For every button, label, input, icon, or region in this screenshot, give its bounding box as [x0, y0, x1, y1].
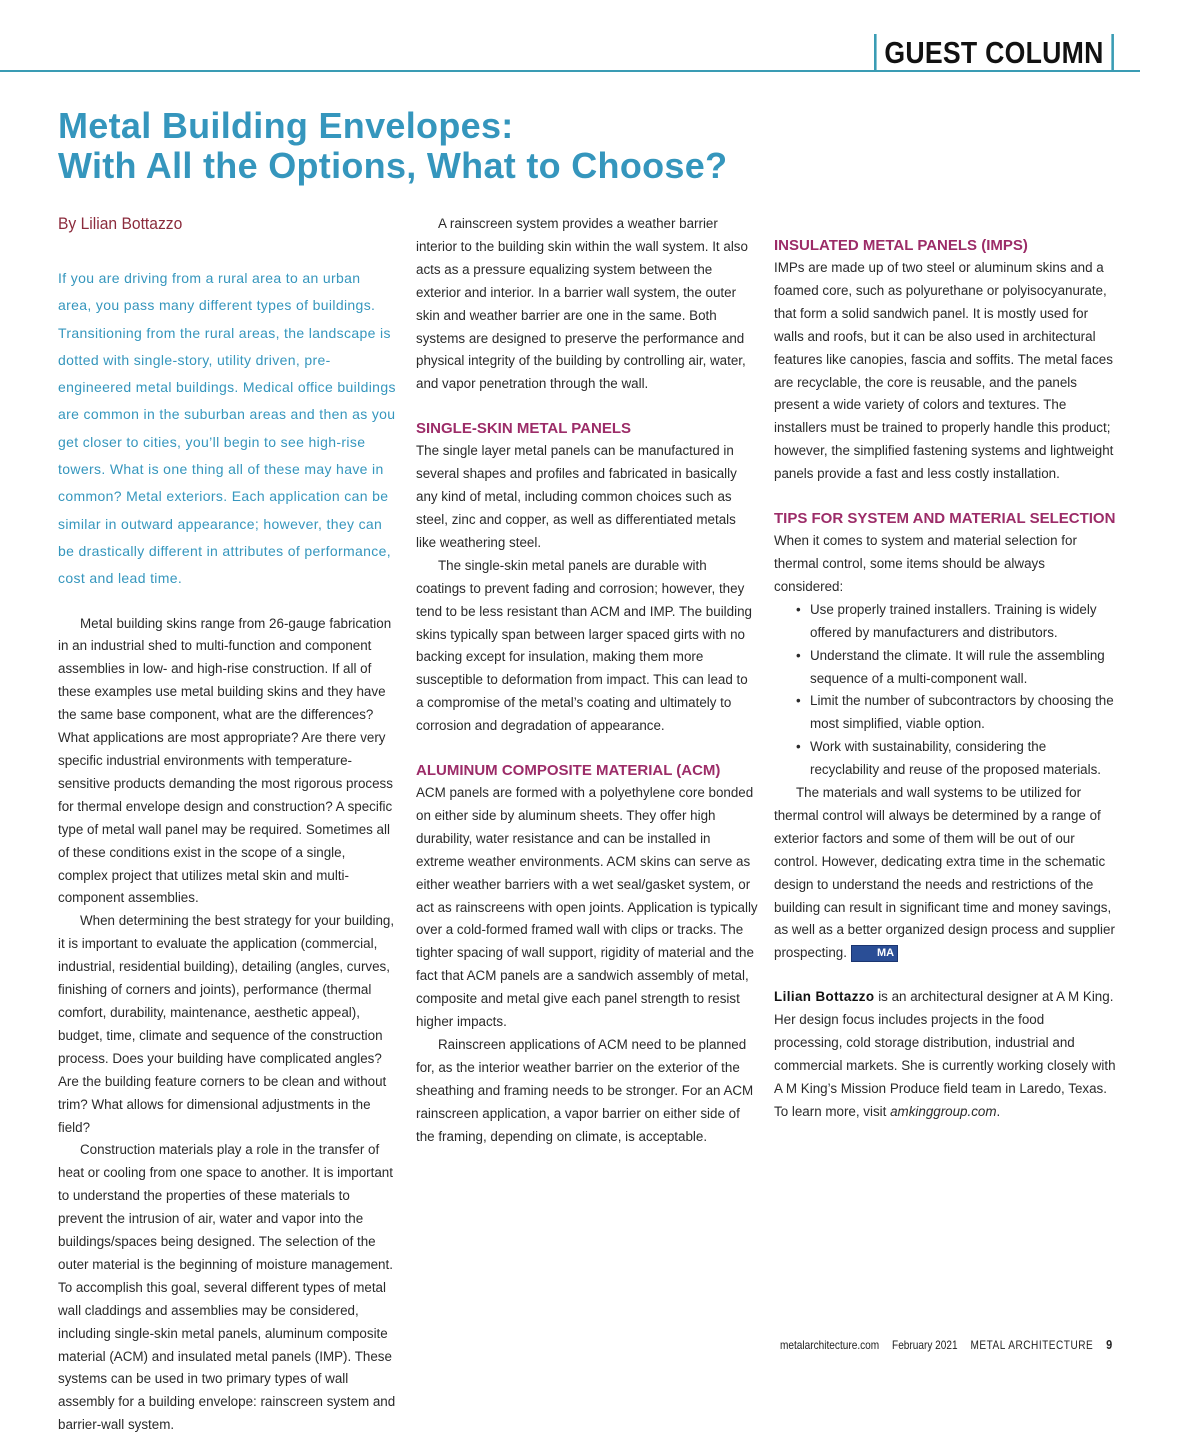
bio-name: Lilian Bottazzo [774, 989, 875, 1005]
footer-site: metalarchitecture.com [780, 1338, 880, 1352]
column-2 [416, 213, 758, 1149]
body-paragraph-4: A rainscreen system provides a weather barrier interior to the building skin within the wall system. It also acts as a pressure equalizing system between the exterior and interior. In a barrier wall system, the outer skin and weather barrier are one in the same. Both systems are designed to preserve the performance and physical integrity of the building by controlling air, water, and vapor penetration through the wall. [416, 216, 748, 392]
heading-acm: ALUMINUM COMPOSITE MATERIAL (ACM) [416, 762, 721, 780]
lead-paragraph: If you are driving from a rural area to an urban area, you pass many different types of buildings. Transitioning from the rural areas, the landscape is dotted with single-story, utility driven, pre-engineered metal buildings. Medical office buildings are common in the suburban areas and then as you get closer to cities, you’ll begin to see high-rise towers. What is one thing all of these may have in common? Metal exteriors. Each application can be similar in outward appearance; however, they can be drastically different in attributes of performance, cost and lead time. [58, 270, 396, 587]
bio-text: is an architectural designer at A M King. Her design focus includes projects in the food processing, cold storage distribution, industrial and commercial markets. She is currently working closely with A M King’s Mission Produce field team in Laredo, Texas. To learn more, visit [774, 989, 1116, 1119]
body-paragraph-6: The single-skin metal panels are durable with coatings to prevent fading and corrosion; however, they tend to be less resistant than ACM and IMP. The building skins typically span between larger spaced girts with no backing except for insulation, making them more susceptible to deformation from impact. This can lead to a compromise of the metal’s coating and ultimately to corrosion and degradation of appearance. [416, 557, 752, 734]
column-3 [774, 213, 1116, 1124]
bio-end: . [996, 1103, 1001, 1119]
tip-item: • Understand the climate. It will rule the assembling sequence of a multi-component wall. [810, 645, 1116, 691]
tip-item: • Limit the number of subcontractors by choosing the most simplified, viable option. [810, 690, 1116, 736]
bio-site-link[interactable]: amkinggroup.com [890, 1103, 997, 1119]
body-paragraph-8: Rainscreen applications of ACM need to be planned for, as the interior weather barrier on the exterior of the sheathing and framing needs to be stronger. For an ACM rainscreen application, a vapor barrier on either side of the framing, depending on climate, is acceptable. [416, 1037, 754, 1144]
heading-tips: TIPS FOR SYSTEM AND MATERIAL SELECTION [774, 510, 1116, 528]
header-rule [0, 70, 1140, 72]
page-footer [780, 1337, 1112, 1352]
article-title [58, 106, 727, 186]
heading-single-skin: SINGLE-SKIN METAL PANELS [416, 420, 632, 438]
body-paragraph-9: IMPs are made up of two steel or aluminum skins and a foamed core, such as polyurethane or polyisocyanurate, that form a solid sandwich panel. It is mostly used for walls and roofs, but it can be also used in architectural features like canopies, fascia and soffits. The metal faces are recyclable, the core is reusable, and the panels present a wide variety of colors and textures. The installers must be trained to properly handle this product; however, the simplified fastening systems and lightweight panels provide a fast and less costly installation. [774, 260, 1114, 482]
heading-imps: INSULATED METAL PANELS (IMPS) [774, 237, 1028, 254]
page-number: 9 [1106, 1337, 1113, 1352]
body-paragraph-5: The single layer metal panels can be manufactured in several shapes and profiles and fabricated in basically any kind of metal, including common choices such as steel, zinc and copper, as well as differentiated metals like weathering steel. [416, 443, 737, 550]
tips-list [774, 599, 1116, 782]
body-paragraph-3: Construction materials play a role in the transfer of heat or cooling from one space to another. It is important to understand the properties of these materials to prevent the intrusion of air, water and vapor into the buildings/spaces being designed. The selection of the outer material is the beginning of moisture management. To accomplish this goal, several different types of metal wall claddings and assemblies may be considered, including single-skin metal panels, aluminum composite material (ACM) and insulated metal panels (IMP). These systems can be used in two primary types of wall assembly for a building envelope: rainscreen system and barrier-wall system. [58, 1142, 396, 1433]
title-line-2: With All the Options, What to Choose? [58, 145, 728, 186]
body-paragraph-7: ACM panels are formed with a polyethylene core bonded on either side by aluminum sheets. They offer high durability, water resistance and can be installed in extreme weather environments. ACM skins can serve as either weather barriers with a wet seal/gasket system, or act as rainscreens with open joints. Application is typically over a cold-formed framed wall with clips or tracks. The tighter spacing of wall support, rigidity of material and the fact that ACM panels are a sandwich assembly of metal, composite and metal give each panel strength to resist higher impacts. [416, 785, 758, 1030]
section-label: GUEST COLUMN [874, 34, 1114, 70]
end-mark-icon: MA [851, 945, 898, 962]
title-line-1: Metal Building Envelopes: [58, 105, 514, 146]
body-paragraph-2: When determining the best strategy for your building, it is important to evaluate the application (commercial, industrial, residential building), detailing (angles, curves, finishing of corners and joints), performance (thermal comfort, durability, maintenance, aesthetic appeal), budget, time, climate and sequence of the construction process. Does your building have complicated angles? Are the building feature corners to be clean and without trim? What allows for dimensional adjustments in the field? [58, 913, 395, 1135]
closing-text: The materials and wall systems to be utilized for thermal control will always be determined by a range of exterior factors and some of them will be out of our control. However, dedicating extra time in the schematic design to understand the needs and restrictions of the building can result in significant time and money savings, as well as a better organized design process and supplier prospecting. [774, 785, 1115, 961]
body-paragraph-11 [774, 782, 1116, 965]
column-1 [58, 213, 398, 1437]
body-paragraph-10: When it comes to system and material selection for thermal control, some items should be always considered: [774, 533, 1077, 594]
author-bio [774, 986, 1116, 1123]
body-paragraph-1: Metal building skins range from 26-gauge fabrication in an industrial shed to multi-function and component assemblies in low- and high-rise construction. If all of these examples use metal building skins and they have the same base component, what are the differences? What applications are most appropriate? Are there very specific industrial environments with temperature-sensitive products demanding the most rigorous process for thermal envelope design and construction? A specific type of metal wall panel may be required. Sometimes all of these conditions exist in the scope of a single, complex project that utilizes metal skin and multi-component assemblies. [58, 615, 393, 906]
byline: By Lilian Bottazzo [58, 214, 183, 233]
footer-issue: February 2021 [892, 1338, 958, 1352]
tip-item: • Use properly trained installers. Training is widely offered by manufacturers and distributors. [810, 599, 1116, 645]
footer-magazine: METAL ARCHITECTURE [970, 1338, 1094, 1352]
tip-item: • Work with sustainability, considering the recyclability and reuse of the proposed materials. [810, 736, 1116, 782]
